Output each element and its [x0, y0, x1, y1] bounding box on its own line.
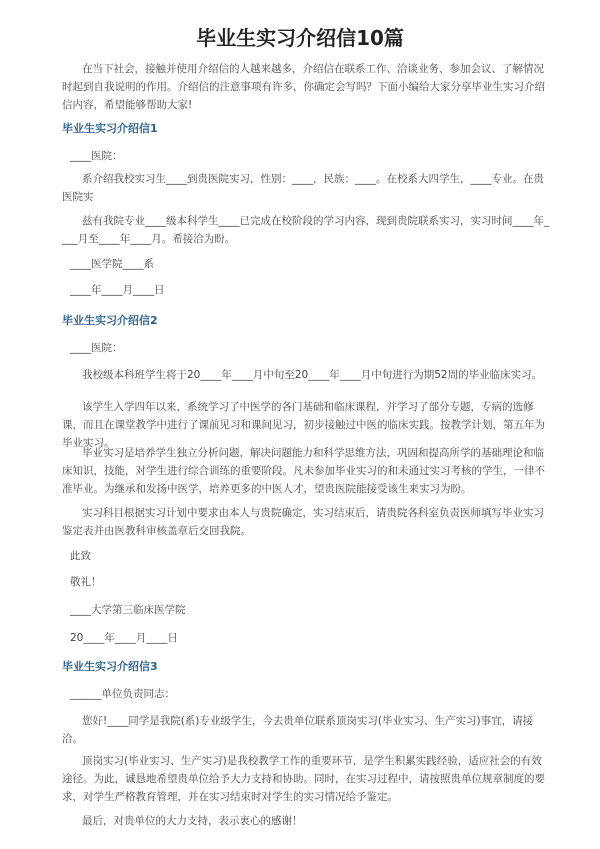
page-title: 毕业生实习介绍信10篇: [196, 26, 404, 50]
letter3-paragraph-2: 顶岗实习(毕业实习、生产实习)是我校教学工作的重要环节，是学生积累实践经验，适应社会的有效途径。为此，诚恳地希望贵单位给予大力支持和协助。同时，在实习过程中，请按照贵单位规章制度的要求，对学生严格教育管理，并在实习结束时对学生的实习情况给予鉴定。: [62, 755, 545, 803]
letter2-salutation: ____医院：: [70, 342, 123, 354]
letter2-paragraph-2: 该学生入学四年以来，系统学习了中医学的各门基础和临床课程，并学习了部分专题，专病的选修课，而且在课堂教学中进行了课前见习和课间见习，初步接触过中医的临床实践。按教学计划，第五年为毕业实习。: [62, 401, 545, 449]
intro-paragraph: 在当下社会，接触并使用介绍信的人越来越多，介绍信在联系工作、洽谈业务、参加会议、了解情况时起到自我说明的作用。介绍信的注意事项有许多，你确定会写吗？下面小编给大家分享毕业生实习介绍信内容，希望能够帮助大家!: [62, 63, 545, 111]
letter3-heading: 毕业生实习介绍信3: [62, 660, 158, 673]
letter2-closing-2: 敬礼！: [70, 576, 102, 588]
letter3-paragraph-3: 最后，对贵单位的大力支持，表示衷心的感谢！: [82, 815, 303, 827]
letter2-paragraph-4: 实习科目根据实习计划中要求由本人与贵院确定，实习结束后，请贵院各科室负责医师填写毕业实习鉴定表并由医教科审核盖章后交回我院。: [62, 507, 544, 537]
letter2-closing-1: 此致: [70, 550, 91, 562]
letter2-signature: ____大学第三临床医学院: [70, 604, 186, 616]
letter3-paragraph-1: 您好!____同学是我院(系)专业级学生，今去贵单位联系顶岗实习(毕业实习、生产实习)事宜，请接洽。: [62, 715, 534, 745]
letter1-heading: 毕业生实习介绍信1: [62, 122, 158, 135]
letter2-paragraph-3: 毕业实习是培养学生独立分析问题，解决问题能力和科学思维方法，巩固和提高所学的基础理论和临床知识，技能，对学生进行综合训练的重要阶段。凡未参加毕业实习的和未通过实习考核的学生，一律不准毕业。为继承和发扬中医学，培养更多的中医人才，望贵医院能接受该生来实习为盼。: [62, 447, 545, 495]
letter3-salutation: ______单位负责同志：: [70, 688, 175, 700]
letter1-paragraph-1: 系介绍我校实习生____到贵医院实习，性别：____，民族：____。在校系大四学生，____专业。在贵医院实: [62, 173, 544, 203]
letter1-signature: ____医学院____系: [70, 258, 154, 270]
letter1-paragraph-2: 兹有我院专业____级本科学生____已完成在校阶段的学习内容，现到贵院联系实习，实习时间____年____月至____年____月。希接洽为盼。: [62, 215, 550, 245]
letter2-heading: 毕业生实习介绍信2: [62, 314, 158, 327]
letter2-paragraph-1: 我校级本科班学生将于20____年____月中旬至20____年____月中旬进行为期52周的毕业临床实习。: [82, 369, 543, 381]
letter1-salutation: ____医院：: [70, 150, 123, 162]
letter1-date: ____年____月____日: [70, 284, 165, 296]
letter2-date: 20____年____月____日: [70, 632, 178, 644]
